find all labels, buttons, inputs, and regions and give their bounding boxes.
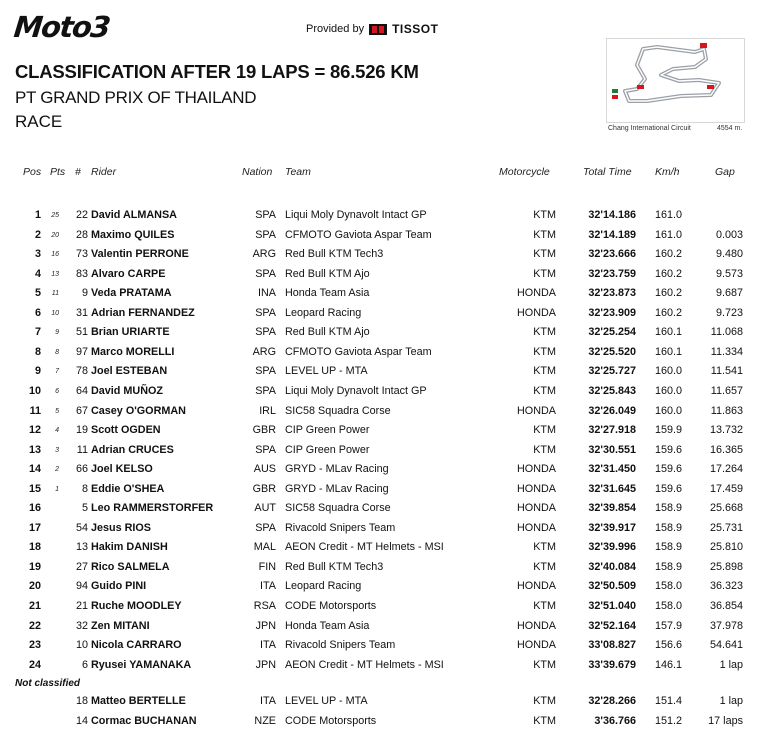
rider-cell: Matteo BERTELLE [91, 695, 186, 707]
col-header-pos: Pos [23, 166, 42, 178]
motorcycle-cell: HONDA [517, 580, 556, 593]
number-cell: 83 [75, 267, 88, 280]
gap-cell: 25.731 [709, 521, 743, 534]
motorcycle-cell: KTM [533, 424, 556, 437]
nation-cell: AUT [254, 502, 276, 515]
rider-cell: Eddie O'SHEA [91, 482, 165, 495]
team-cell: Liqui Moly Dynavolt Intact GP [285, 209, 427, 221]
nation-cell: JPN [255, 619, 276, 632]
table-row [0, 561, 770, 580]
pos-cell: 21 [28, 600, 41, 612]
pos-cell: 1 [34, 209, 41, 221]
number-cell: 5 [81, 502, 88, 515]
total-time-cell: 32'39.917 [588, 521, 636, 534]
number-cell: 64 [75, 384, 88, 397]
col-header-kmh: Km/h [655, 166, 680, 178]
gap-cell: 9.480 [715, 248, 743, 261]
motorcycle-cell: KTM [533, 600, 556, 612]
gap-cell: 0.003 [715, 228, 743, 241]
sponsor-credit [306, 22, 438, 36]
motorcycle-cell: KTM [533, 326, 556, 339]
gap-cell: 25.668 [709, 502, 743, 515]
total-time-cell: 3'36.766 [594, 714, 636, 727]
points-cell: 6 [55, 387, 59, 395]
pos-cell: 4 [34, 267, 41, 280]
table-row [0, 483, 770, 502]
total-time-cell: 32'40.084 [588, 560, 636, 573]
rider-cell: Joel KELSO [91, 463, 153, 476]
motorcycle-cell: HONDA [517, 404, 556, 417]
nation-cell: AUS [253, 463, 276, 476]
nation-cell: IRL [259, 404, 276, 417]
speed-cell: 160.1 [655, 326, 683, 339]
nation-cell: NZE [254, 714, 276, 727]
team-cell: Liqui Moly Dynavolt Intact GP [285, 384, 427, 397]
pos-cell: 20 [28, 580, 41, 593]
speed-cell: 151.2 [655, 714, 683, 727]
total-time-cell: 32'39.854 [588, 502, 636, 515]
nation-cell: GBR [252, 482, 276, 495]
rider-cell: Cormac BUCHANAN [91, 714, 197, 727]
gap-cell: 17 laps [708, 714, 743, 727]
total-time-cell: 32'52.164 [588, 619, 636, 632]
number-cell: 73 [75, 248, 88, 261]
pos-cell: 18 [28, 541, 41, 554]
pos-cell: 15 [28, 482, 41, 495]
col-header-pts: Pts [50, 166, 66, 178]
number-cell: 6 [81, 658, 88, 671]
team-cell: CODE Motorsports [285, 714, 377, 727]
motorcycle-cell: KTM [533, 365, 556, 378]
total-time-cell: 32'23.909 [588, 306, 636, 319]
rider-cell: Scott OGDEN [91, 424, 161, 437]
pos-cell: 8 [34, 345, 41, 358]
gap-cell: 36.323 [709, 580, 743, 593]
total-time-cell: 32'25.727 [588, 365, 636, 378]
rider-cell: Guido PINI [91, 580, 147, 593]
col-header-gap: Gap [715, 166, 735, 178]
points-cell: 13 [51, 270, 59, 278]
total-time-cell: 32'28.266 [588, 695, 636, 707]
nation-cell: SPA [255, 267, 276, 280]
rider-cell: Adrian CRUCES [91, 443, 174, 456]
table-row [0, 365, 770, 384]
col-header-nation: Nation [242, 166, 273, 178]
table-row [0, 385, 770, 404]
nation-cell: RSA [253, 600, 276, 612]
points-cell: 9 [55, 329, 59, 337]
rider-cell: Rico SALMELA [91, 560, 170, 573]
rider-cell: Alvaro CARPE [91, 267, 166, 280]
event-name: PT GRAND PRIX OF THAILAND [15, 88, 257, 107]
team-cell: CIP Green Power [285, 424, 370, 437]
table-row [0, 268, 770, 287]
total-time-cell: 32'23.873 [588, 287, 636, 300]
gap-cell: 17.459 [709, 482, 743, 495]
motorcycle-cell: KTM [533, 228, 556, 241]
speed-cell: 159.9 [655, 424, 683, 437]
points-cell: 8 [55, 348, 59, 356]
team-cell: Red Bull KTM Ajo [285, 267, 370, 280]
number-cell: 67 [75, 404, 88, 417]
col-header-num: # [75, 166, 81, 178]
total-time-cell: 32'14.189 [588, 228, 636, 241]
team-cell: SIC58 Squadra Corse [285, 404, 391, 417]
number-cell: 54 [75, 521, 88, 534]
nation-cell: SPA [255, 209, 276, 221]
rider-cell: Hakim DANISH [91, 541, 168, 554]
speed-cell: 158.9 [655, 560, 683, 573]
motorcycle-cell: HONDA [517, 619, 556, 632]
speed-cell: 160.2 [655, 306, 683, 319]
number-cell: 11 [76, 443, 88, 456]
total-time-cell: 32'25.843 [588, 384, 636, 397]
nation-cell: GBR [252, 424, 276, 437]
motorcycle-cell: HONDA [517, 287, 556, 300]
points-cell: 20 [51, 231, 59, 239]
total-time-cell: 32'23.666 [588, 248, 636, 261]
session-name: RACE [15, 112, 63, 131]
team-cell: Honda Team Asia [285, 287, 370, 300]
gap-cell: 25.898 [709, 560, 743, 573]
total-time-cell: 32'30.551 [588, 443, 636, 456]
rider-cell: Marco MORELLI [91, 345, 175, 358]
team-cell: Rivacold Snipers Team [285, 521, 396, 534]
nation-cell: ARG [252, 248, 276, 261]
team-cell: AEON Credit - MT Helmets - MSI [285, 658, 444, 671]
rider-cell: Ruche MOODLEY [91, 600, 182, 612]
team-cell: LEVEL UP - MTA [285, 365, 368, 378]
rider-cell: Zen MITANI [91, 619, 150, 632]
speed-cell: 158.9 [655, 521, 683, 534]
motorcycle-cell: KTM [533, 384, 556, 397]
nation-cell: SPA [255, 306, 276, 319]
pos-cell: 7 [34, 326, 41, 339]
number-cell: 97 [75, 345, 88, 358]
speed-cell: 160.1 [655, 345, 683, 358]
nation-cell: SPA [255, 521, 276, 534]
gap-cell: 54.641 [709, 639, 743, 652]
gap-cell: 9.723 [715, 306, 743, 319]
gap-cell: 9.573 [715, 267, 743, 280]
table-row [0, 346, 770, 365]
gap-cell: 11.863 [710, 404, 743, 417]
gap-cell: 11.068 [710, 326, 743, 339]
team-cell: SIC58 Squadra Corse [285, 502, 391, 515]
logo-wordmark: Moto3 [12, 10, 112, 44]
points-cell: 4 [55, 427, 59, 435]
team-cell: GRYD - MLav Racing [285, 463, 389, 476]
circuit-length: 4554 m. [717, 125, 743, 132]
page-title: CLASSIFICATION AFTER 19 LAPS = 86.526 KM [15, 61, 419, 82]
moto3-logo [12, 10, 112, 44]
pos-cell: 23 [28, 639, 41, 652]
table-row [0, 444, 770, 463]
team-cell: AEON Credit - MT Helmets - MSI [285, 541, 444, 554]
gap-cell: 17.264 [709, 463, 743, 476]
number-cell: 51 [75, 326, 88, 339]
col-header-team: Team [285, 166, 311, 178]
pos-cell: 3 [34, 248, 41, 261]
speed-cell: 158.9 [655, 502, 683, 515]
rider-cell: David MUÑOZ [91, 384, 163, 397]
team-cell: Leopard Racing [285, 306, 362, 319]
speed-cell: 157.9 [655, 619, 683, 632]
speed-cell: 160.0 [655, 365, 683, 378]
motorcycle-cell: KTM [533, 267, 556, 280]
pos-cell: 17 [28, 521, 41, 534]
motorcycle-cell: KTM [533, 560, 556, 573]
gap-cell: 1 lap [719, 658, 743, 671]
rider-cell: Adrian FERNANDEZ [91, 306, 195, 319]
pos-cell: 2 [34, 228, 41, 241]
points-cell: 16 [51, 251, 59, 259]
tissot-cross-icon [369, 24, 387, 35]
table-row [0, 248, 770, 267]
number-cell: 13 [75, 541, 88, 554]
pos-cell: 10 [28, 384, 41, 397]
motorcycle-cell: KTM [533, 714, 556, 727]
number-cell: 22 [75, 209, 88, 221]
number-cell: 31 [75, 306, 88, 319]
table-row [0, 541, 770, 560]
team-cell: Rivacold Snipers Team [285, 639, 396, 652]
nation-cell: SPA [255, 443, 276, 456]
table-row [0, 600, 770, 619]
not-classified-label: Not classified [15, 678, 81, 689]
nation-cell: FIN [258, 560, 276, 573]
motorcycle-cell: HONDA [517, 521, 556, 534]
pos-cell: 5 [34, 287, 41, 300]
total-time-cell: 33'39.679 [588, 658, 636, 671]
gap-cell: 25.810 [709, 541, 743, 554]
total-time-cell: 32'27.918 [588, 424, 636, 437]
pos-cell: 12 [28, 424, 41, 437]
circuit-name: Chang International Circuit [608, 125, 691, 132]
speed-cell: 160.2 [655, 287, 683, 300]
total-time-cell: 32'31.450 [588, 463, 636, 476]
motorcycle-cell: HONDA [517, 306, 556, 319]
pos-cell: 14 [28, 463, 41, 476]
col-header-total-time: Total Time [583, 166, 632, 178]
pos-cell: 11 [29, 404, 41, 417]
nation-cell: SPA [255, 384, 276, 397]
table-row [0, 463, 770, 482]
nation-cell: ITA [260, 695, 276, 707]
speed-cell: 161.0 [655, 228, 683, 241]
total-time-cell: 33'08.827 [588, 639, 636, 652]
motorcycle-cell: KTM [533, 541, 556, 554]
pos-cell: 19 [28, 560, 41, 573]
total-time-cell: 32'51.040 [588, 600, 636, 612]
number-cell: 18 [75, 695, 88, 707]
nation-cell: SPA [255, 365, 276, 378]
speed-cell: 159.6 [655, 443, 683, 456]
table-row [0, 326, 770, 345]
motorcycle-cell: KTM [533, 248, 556, 261]
nation-cell: MAL [253, 541, 276, 554]
circuit-map [606, 38, 745, 123]
speed-cell: 158.0 [655, 580, 683, 593]
points-cell: 3 [55, 446, 59, 454]
rider-cell: David ALMANSA [91, 209, 177, 221]
motorcycle-cell: KTM [533, 658, 556, 671]
table-row [0, 307, 770, 326]
motorcycle-cell: HONDA [517, 463, 556, 476]
speed-cell: 159.6 [655, 482, 683, 495]
total-time-cell: 32'39.996 [588, 541, 636, 554]
team-cell: CIP Green Power [285, 443, 370, 456]
speed-cell: 160.2 [655, 267, 683, 280]
points-cell: 5 [55, 407, 59, 415]
pos-cell: 16 [28, 502, 41, 515]
number-cell: 14 [75, 714, 88, 727]
rider-cell: Jesus RIOS [91, 521, 152, 534]
gap-cell: 11.657 [710, 384, 743, 397]
sponsor-name: TISSOT [392, 22, 439, 36]
nation-cell: INA [258, 287, 276, 300]
rider-cell: Valentin PERRONE [91, 248, 189, 261]
table-row [0, 502, 770, 521]
table-row [0, 287, 770, 306]
col-header-motorcycle: Motorcycle [499, 166, 550, 178]
table-row [0, 620, 770, 639]
nation-cell: SPA [255, 228, 276, 241]
points-cell: 1 [55, 485, 59, 493]
number-cell: 27 [75, 560, 88, 573]
pos-cell: 24 [28, 658, 41, 671]
speed-cell: 160.0 [655, 404, 683, 417]
nation-cell: ITA [260, 639, 276, 652]
gap-cell: 9.687 [715, 287, 743, 300]
table-row [0, 424, 770, 443]
motorcycle-cell: KTM [533, 695, 556, 707]
speed-cell: 159.6 [655, 463, 683, 476]
nation-cell: ARG [252, 345, 276, 358]
pos-cell: 9 [34, 365, 41, 378]
pos-cell: 13 [28, 443, 41, 456]
table-row [0, 405, 770, 424]
total-time-cell: 32'26.049 [588, 404, 636, 417]
total-time-cell: 32'50.509 [588, 580, 636, 593]
number-cell: 8 [81, 482, 88, 495]
table-row [0, 522, 770, 541]
table-row [0, 659, 770, 678]
number-cell: 28 [75, 228, 88, 241]
number-cell: 78 [75, 365, 88, 378]
points-cell: 2 [55, 466, 59, 474]
rider-cell: Maximo QUILES [91, 228, 175, 241]
speed-cell: 161.0 [655, 209, 683, 221]
total-time-cell: 32'25.520 [588, 345, 636, 358]
team-cell: CFMOTO Gaviota Aspar Team [285, 345, 432, 358]
table-row [0, 715, 770, 734]
team-cell: Red Bull KTM Tech3 [285, 560, 384, 573]
provided-by-label: Provided by [306, 23, 365, 35]
motorcycle-cell: KTM [533, 443, 556, 456]
speed-cell: 160.2 [655, 248, 683, 261]
pos-cell: 22 [28, 619, 41, 632]
total-time-cell: 32'14.186 [588, 209, 636, 221]
rider-cell: Brian URIARTE [91, 326, 170, 339]
motorcycle-cell: KTM [533, 209, 556, 221]
nation-cell: SPA [255, 326, 276, 339]
gap-cell: 16.365 [709, 443, 743, 456]
number-cell: 32 [75, 619, 88, 632]
total-time-cell: 32'25.254 [588, 326, 636, 339]
speed-cell: 151.4 [655, 695, 683, 707]
number-cell: 21 [75, 600, 88, 612]
gap-cell: 11.541 [710, 365, 743, 378]
speed-cell: 158.0 [655, 600, 683, 612]
speed-cell: 160.0 [655, 384, 683, 397]
nation-cell: ITA [260, 580, 276, 593]
rider-cell: Leo RAMMERSTORFER [91, 502, 214, 515]
speed-cell: 158.9 [655, 541, 683, 554]
table-row [0, 209, 770, 228]
team-cell: CODE Motorsports [285, 600, 377, 612]
circuit-map-drawing [607, 39, 744, 122]
motorcycle-cell: HONDA [517, 502, 556, 515]
rider-cell: Nicola CARRARO [91, 639, 182, 652]
rider-cell: Joel ESTEBAN [91, 365, 168, 378]
pos-cell: 6 [34, 306, 41, 319]
points-cell: 10 [51, 309, 59, 317]
motorcycle-cell: HONDA [517, 482, 556, 495]
table-row [0, 229, 770, 248]
gap-cell: 11.334 [710, 345, 743, 358]
speed-cell: 146.1 [655, 658, 683, 671]
nation-cell: JPN [255, 658, 276, 671]
points-cell: 11 [51, 290, 59, 298]
motorcycle-cell: HONDA [517, 639, 556, 652]
total-time-cell: 32'23.759 [588, 267, 636, 280]
rider-cell: Casey O'GORMAN [91, 404, 186, 417]
rider-cell: Veda PRATAMA [91, 287, 172, 300]
team-cell: Red Bull KTM Tech3 [285, 248, 384, 261]
gap-cell: 1 lap [719, 695, 743, 707]
number-cell: 10 [75, 639, 88, 652]
gap-cell: 36.854 [709, 600, 743, 612]
table-row [0, 580, 770, 599]
number-cell: 19 [75, 424, 88, 437]
gap-cell: 13.732 [709, 424, 743, 437]
speed-cell: 156.6 [655, 639, 683, 652]
team-cell: CFMOTO Gaviota Aspar Team [285, 228, 432, 241]
rider-cell: Ryusei YAMANAKA [91, 658, 192, 671]
col-header-rider: Rider [91, 166, 117, 178]
number-cell: 66 [75, 463, 88, 476]
table-row [0, 639, 770, 658]
team-cell: Honda Team Asia [285, 619, 370, 632]
number-cell: 9 [81, 287, 88, 300]
gap-cell: 37.978 [709, 619, 743, 632]
points-cell: 7 [55, 368, 59, 376]
motorcycle-cell: KTM [533, 345, 556, 358]
team-cell: Leopard Racing [285, 580, 362, 593]
points-cell: 25 [51, 212, 59, 219]
total-time-cell: 32'31.645 [588, 482, 636, 495]
team-cell: GRYD - MLav Racing [285, 482, 389, 495]
number-cell: 94 [75, 580, 88, 593]
table-row [0, 695, 770, 714]
team-cell: LEVEL UP - MTA [285, 695, 368, 707]
team-cell: Red Bull KTM Ajo [285, 326, 370, 339]
